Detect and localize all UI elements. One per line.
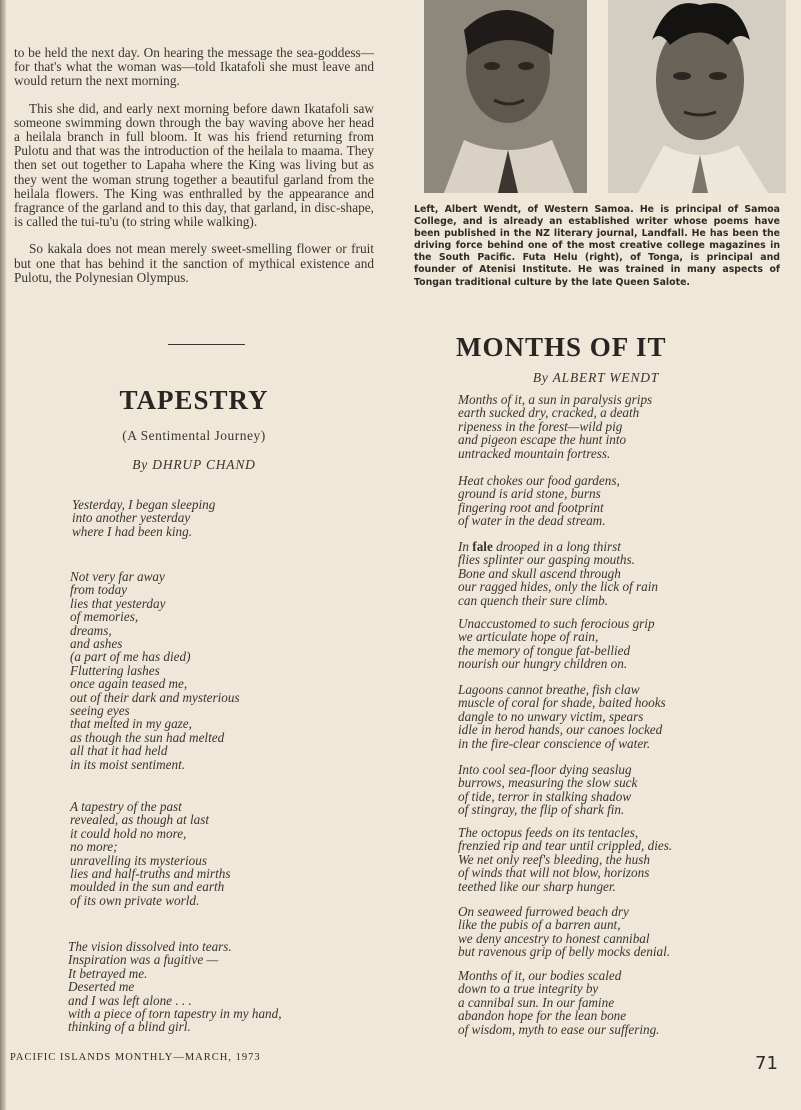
poem-title-months-of-it: MONTHS OF IT [456, 332, 667, 362]
portrait-left-image [424, 0, 587, 193]
stanza-prefix: In [458, 539, 469, 554]
months-stanza: The octopus feeds on its tentacles, frenzied rip and tear until crippled, dies. We net only reef's bleeding, the hush of winds that will not blow, horizons teethed like our sharp hunger. [458, 825, 673, 894]
byline-dhrup-chand: By DHRUP CHAND [132, 457, 256, 472]
months-stanza: Months of it, a sun in paralysis grips earth sucked dry, cracked, a death ripeness in the forest—wild pig and pigeon escape the hunt into untracked mountain fortress. [458, 392, 653, 461]
months-stanza: Lagoons cannot breathe, fish claw muscle of coral for shade, baited hooks dangle to no unwary victim, spears idle in herod hands, our canoes locked in the fire-clear conscience of water. [458, 682, 666, 751]
months-stanza: Months of it, our bodies scaled down to a true integrity by a cannibal sun. In our famine abandon hope for the lean bone of wisdom, myth to ease our suffering. [458, 968, 660, 1037]
tapestry-stanza: The vision dissolved into tears. Inspiration was a fugitive — It betrayed me. Deserted me and I was left alone . . . with a piece of torn tapestry in my hand, thinking of a blind girl. [68, 939, 282, 1035]
prose-paragraph: to be held the next day. On hearing the message the sea-goddess—for that's what the woman was—told Ikatafoli she must leave and would return the next morning. [14, 45, 374, 89]
months-stanza: Heat chokes our food gardens, ground is arid stone, burns fingering root and footprint of water in the dead stream. [458, 473, 620, 529]
page-footer: PACIFIC ISLANDS MONTHLY—MARCH, 1973 [10, 1052, 261, 1063]
months-stanza: On seaweed furrowed beach dry like the pubis of a barren aunt, we deny ancestry to honest cannibal but ravenous grip of belly mocks denial. [458, 904, 671, 960]
tapestry-stanza: Not very far away from today lies that yesterday of memories, dreams, and ashes (a part of me has died) Fluttering lashes once again teased me, out of their dark and mysterious seeing eyes that melted in my gaze, as though the sun had melted all that it had held in its moist sentiment. [70, 569, 240, 772]
byline-albert-wendt: By ALBERT WENDT [532, 370, 660, 385]
page-spine-shadow [0, 0, 6, 1110]
tapestry-stanza: A tapestry of the past revealed, as though at last it could hold no more, no more; unravelling its mysterious lies and half-truths and mirths moulded in the sun and earth of its own private world. [70, 799, 231, 908]
fale-word: fale [472, 539, 493, 554]
stanza-body: drooped in a long thirst flies splinter our gasping mouths. Bone and skull ascend through our ragged hides, only the lick of rain can quench their sure climb. [458, 539, 658, 608]
poem-title-tapestry: TAPESTRY [119, 385, 269, 415]
left-prose-column [14, 46, 374, 298]
portrait-photo-futa-helu [608, 0, 786, 193]
months-stanza: Unaccustomed to such ferocious grip we articulate hope of rain, the memory of tongue fat-bellied nourish our hungry children on. [458, 616, 655, 672]
portrait-right-image [608, 0, 786, 193]
prose-paragraph: So kakala does not mean merely sweet-smelling flower or fruit but one that has behind it the sanction of mythical existence and Pulotu, the Polynesian Olympus. [14, 241, 374, 285]
poem-subtitle: (A Sentimental Journey) [122, 428, 266, 443]
prose-paragraph: This she did, and early next morning before dawn Ikatafoli saw someone swimming down through the bay waving above her head a heilala branch in full bloom. It was his friend returning from Pulotu and that was the introduction of the heilala to maama. They then set out together to Lapaha where the King was living but as they went the woman strung together a beautiful garland from the heilala flowers. The King was enthralled by the appearance and fragrance of the garland and to this day, that garland, in disc-shape, is called the tui-tu'u (to string while walking). [14, 100, 374, 230]
section-divider [168, 344, 245, 345]
page-number: 71 [755, 1053, 778, 1074]
months-stanza-fale [458, 540, 658, 607]
months-stanza: Into cool sea-floor dying seaslug burrows, measuring the slow suck of tide, terror in stalking shadow of stingray, the flip of shark fin. [458, 762, 638, 818]
photo-caption: Left, Albert Wendt, of Western Samoa. He is principal of Samoa College, and is already an established writer whose poems have been published in the NZ literary journal, Landfall. He has been the driving force behind one of the most creative college magazines in the South Pacific. Futa Helu (right), of Tonga, is principal and founder of Atenisi Institute. He was trained in many aspects of Tongan traditional culture by the late Queen Salote. [414, 204, 780, 288]
tapestry-stanza: Yesterday, I began sleeping into another yesterday where I had been king. [72, 497, 216, 539]
portrait-photo-albert-wendt [424, 0, 587, 193]
